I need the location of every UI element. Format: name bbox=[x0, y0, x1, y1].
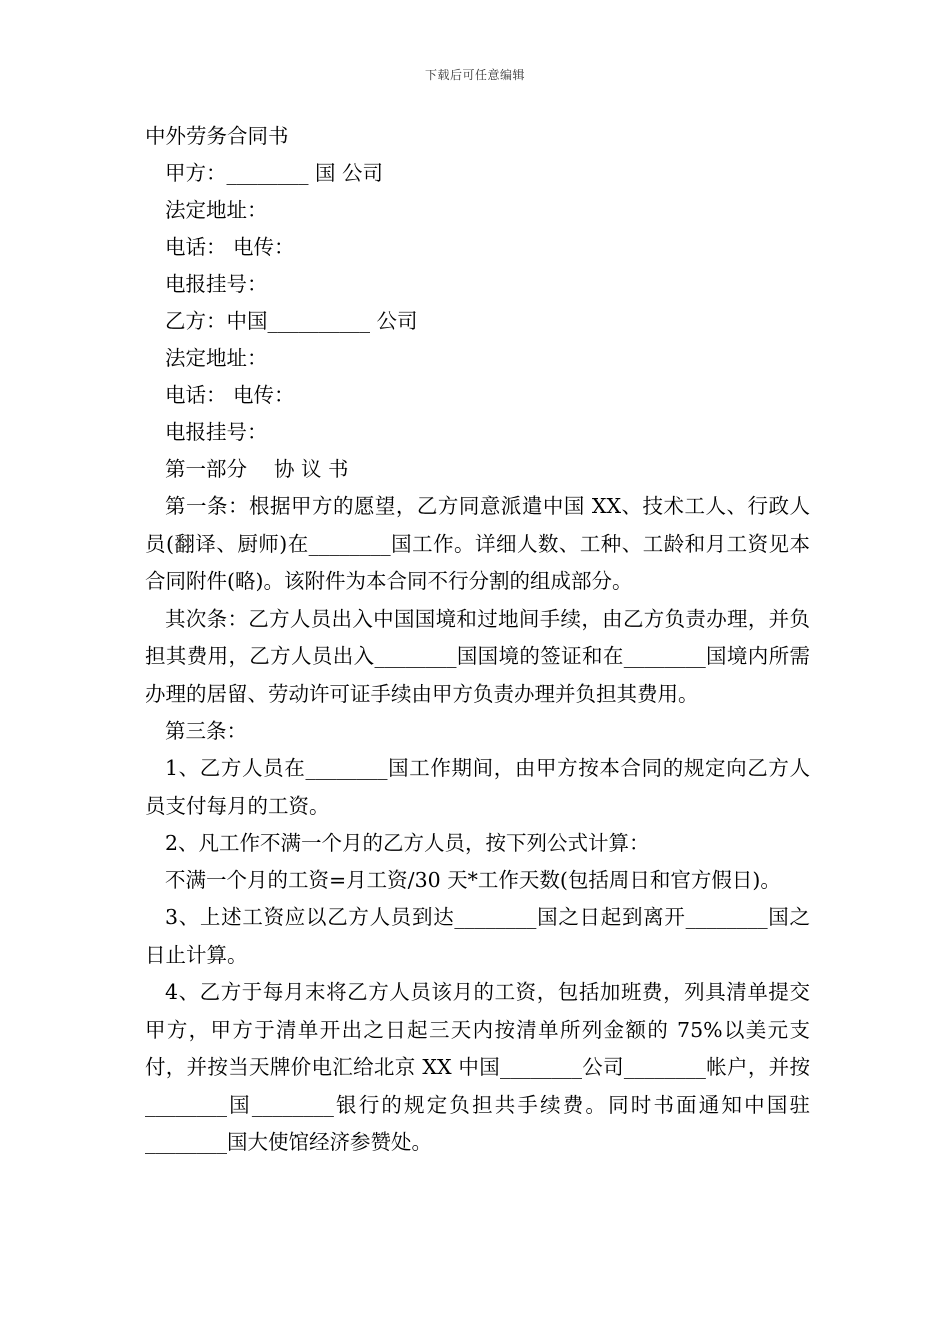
document-title: 中外劳务合同书 bbox=[145, 124, 289, 148]
article-3-item-4: 4、乙方于每月末将乙方人员该月的工资，包括加班费，列具清单提交甲方，甲方于清单开出之日起三天内按清单所列金额的 75%以美元支付，并按当天牌价电汇给北京 XX 中国________公司________帐户，并按________国________银行的规定负担共手续费。同时书面通知中国驻________国大使馆经济参赞处。 bbox=[145, 980, 810, 1154]
party-a-phone-fax: 电话： 电传： bbox=[165, 235, 295, 259]
party-b-phone-fax: 电话： 电传： bbox=[165, 383, 295, 407]
party-b-telegram: 电报挂号： bbox=[165, 420, 268, 444]
page-header-note: 下载后可任意编辑 bbox=[424, 68, 525, 82]
party-b-address: 法定地址： bbox=[165, 346, 268, 370]
article-3-item-3: 3、上述工资应以乙方人员到达________国之日起到离开________国之日止计算。 bbox=[145, 905, 810, 967]
party-a-telegram: 电报挂号： bbox=[165, 272, 268, 296]
article-3-heading: 第三条： bbox=[165, 719, 247, 743]
article-3-item-2: 2、凡工作不满一个月的乙方人员，按下列公式计算： bbox=[165, 831, 650, 855]
part-one-heading: 第一部分 协 议 书 bbox=[165, 457, 349, 481]
contract-document bbox=[145, 118, 810, 1162]
article-3-item-1: 1、乙方人员在________国工作期间，由甲方按本合同的规定向乙方人员支付每月的工资。 bbox=[145, 756, 810, 818]
party-a-address: 法定地址： bbox=[165, 198, 268, 222]
article-2: 其次条：乙方人员出入中国国境和过地间手续，由乙方负责办理，并负担其费用，乙方人员出入________国国境的签证和在________国境内所需办理的居留、劳动许可证手续由甲方负责办理并负担其费用。 bbox=[145, 606, 810, 706]
party-b-line: 乙方：中国__________ 公司 bbox=[165, 309, 418, 333]
party-a-line: 甲方：________ 国 公司 bbox=[165, 161, 384, 185]
article-1: 第一条：根据甲方的愿望，乙方同意派遣中国 XX、技术工人、行政人员(翻译、厨师)在________国工作。详细人数、工种、工龄和月工资见本合同附件(略)。该附件为本合同不行分割的组成部分。 bbox=[145, 494, 810, 593]
article-3-formula: 不满一个月的工资=月工资/30 天*工作天数(包括周日和官方假日)。 bbox=[165, 868, 781, 892]
